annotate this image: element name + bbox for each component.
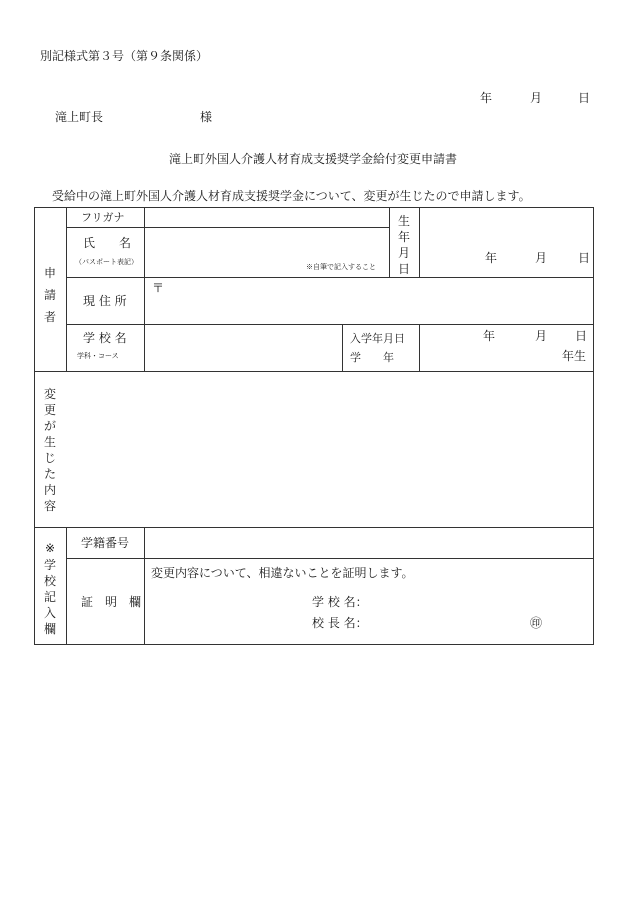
certification-text: 変更内容について、相違ないことを証明します。	[151, 566, 414, 580]
enrollment-date-label: 入学年月日	[350, 332, 405, 345]
date-month-label: 月	[530, 91, 543, 105]
handwrite-note: ※自筆で記入すること	[306, 263, 376, 271]
date-year-label: 年	[480, 91, 493, 105]
certification-label: 証 明 欄	[81, 595, 142, 609]
school-section-mark: ※	[44, 541, 56, 555]
address-label: 現 住 所	[83, 294, 127, 308]
birth-month-label: 月	[535, 251, 548, 265]
student-id-label: 学籍番号	[81, 536, 130, 550]
department-label: 学科・コース	[77, 352, 119, 360]
addressee: 滝上町長	[55, 110, 104, 124]
birth-year-label: 年	[485, 251, 498, 265]
enroll-year-label: 年	[483, 329, 496, 343]
change-content-label: 変更が生じた内容	[43, 387, 56, 513]
birth-date-label: 生年月日	[397, 214, 410, 276]
birth-day-label: 日	[578, 251, 591, 265]
postal-mark: 〒	[152, 281, 165, 295]
enroll-month-label: 月	[535, 329, 548, 343]
name-label: 氏 名	[83, 236, 132, 250]
furigana-field[interactable]	[146, 209, 388, 226]
name-field[interactable]	[146, 229, 388, 259]
name-passport-note: （パスポート表記）	[75, 258, 138, 266]
school-name-label: 学 校 名	[83, 331, 127, 345]
cert-school-name-label: 学 校 名：	[312, 595, 368, 609]
form-number: 別記様式第３号（第９条関係）	[40, 49, 209, 63]
intro-text: 受給中の滝上町外国人介護人材育成支援奨学金について、変更が生じたので申請します。	[52, 189, 531, 203]
address-field[interactable]	[146, 279, 592, 323]
seal-mark: ㊞	[530, 616, 543, 630]
addressee-honorific: 様	[200, 110, 213, 124]
applicant-section-label: 申請者	[43, 266, 56, 324]
student-id-field[interactable]	[146, 529, 592, 557]
enrollment-field[interactable]	[421, 326, 592, 370]
birth-date-field[interactable]	[421, 209, 592, 276]
school-section-label: 学校記入欄	[43, 558, 56, 636]
grade-label: 学 年	[350, 351, 394, 364]
change-content-field[interactable]	[68, 373, 592, 525]
school-name-field[interactable]	[146, 326, 341, 370]
date-day-label: 日	[578, 91, 591, 105]
grade-suffix: 年生	[562, 349, 587, 363]
cert-principal-label: 校 長 名：	[312, 616, 368, 630]
furigana-label: フリガナ	[81, 211, 125, 224]
enroll-day-label: 日	[575, 329, 588, 343]
document-title: 滝上町外国人介護人材育成支援奨学金給付変更申請書	[169, 152, 458, 166]
